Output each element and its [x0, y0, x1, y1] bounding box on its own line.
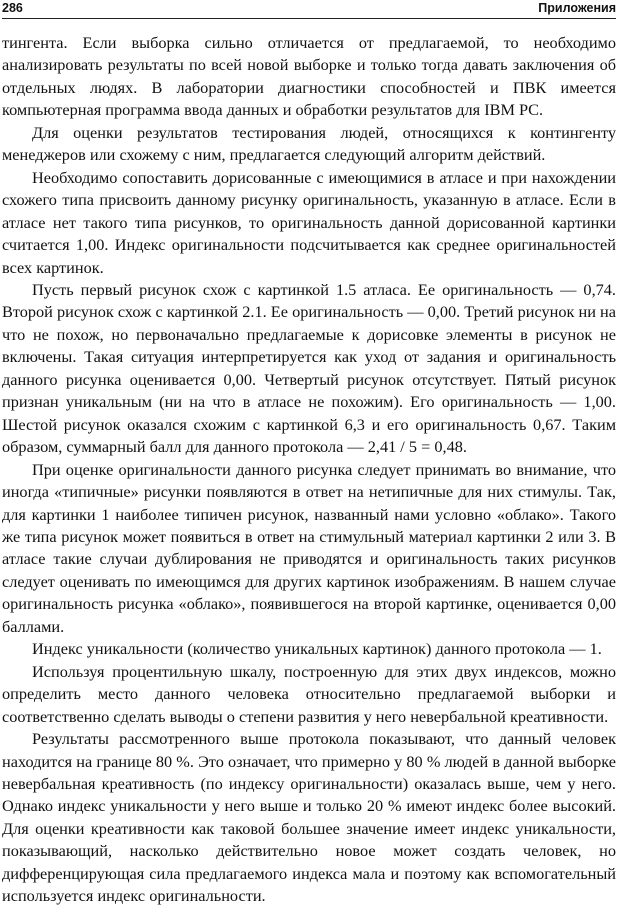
paragraph-results: Результаты рассмотренного выше протокола показывают, что данный человек находится на границе 80 %. Это означает, что примерно у 80 % людей в данной выборке невербальная креативность (по индексу оригинальности) оказалась выше, чем у него. Однако индекс уникальности у него выше и только 20 % имеют индекс более высокий. Для оценки креативности как таковой большее значение имеет индекс уникальности, показывающий, насколько действительно новое может создать человек, но дифференцирующая сила предлагаемого индекса мала и поэтому как вспомогательный используется индекс оригинальности.	[2, 729, 616, 906]
running-title: Приложения	[538, 1, 616, 15]
paragraph-assessment-algorithm: Для оценки результатов тестирования людей, относящихся к контингенту менеджеров или схожему с ним, предлагается следующий алгоритм действий.	[2, 122, 616, 165]
paragraph-example-protocol: Пусть первый рисунок схож с картинкой 1.5 атласа. Ее оригинальность — 0,74. Второй рисунок схож с картинкой 2.1. Ее оригинальность — 0,00. Третий рисунок ни на что не похож, но первоначально предлагаемые к дорисовке элементы в рисунок не включены. Такая ситуация интерпретируется как уход от задания и оригинальность данного рисунка оценивается 0,00. Четвертый рисунок отсутствует. Пятый рисунок признан уникальным (ни на что в атласе не похожим). Его оригинальность — 1,00. Шестой рисунок оказался схожим с картинкой 6,3 и его оригинальность 0,67. Таким образом, суммарный балл для данного протокола — 2,41 / 5 = 0,48.	[2, 279, 616, 457]
paragraph-percentile-scale: Используя процентильную шкалу, построенную для этих двух индексов, можно определить место данного человека относительно предлагаемой выборки и соответственно сделать выводы о степени развития у него невербальной креативности.	[2, 661, 616, 726]
paragraph-compare-atlas: Необходимо сопоставить дорисованные с имеющимися в атласе и при нахождении схожего типа присвоить данному рисунку оригинальность, указанную в атласе. Если в атласе нет такого типа рисунков, то оригинальность данной дорисованной картинки считается 1,00. Индекс оригинальности подсчитывается как среднее оригинальностей всех картинок.	[2, 167, 616, 277]
body-text	[2, 32, 616, 908]
page-number: 286	[2, 1, 23, 15]
paragraph-continuation: тингента. Если выборка сильно отличается от предлагаемой, то необходимо анализировать результаты по всей новой выборке и только тогда давать заключения об отдельных людях. В лаборатории диагностики способностей и ПВК имеется компьютерная программа ввода данных и обработки результатов для IBM PC.	[2, 33, 616, 120]
paragraph-typical-drawings: При оценке оригинальности данного рисунка следует принимать во внимание, что иногда «типичные» рисунки появляются в ответ на нетипичные для них стимулы. Так, для картинки 1 наиболее типичен рисунок, названный нами условно «облако». Такого же типа рисунок может появиться в ответ на стимульный материал картинки 2 или 3. В атласе такие случаи дублирования не приводятся и оригинальность таких рисунков следует оценивать по имеющимся для других картинок изображениям. В нашем случае оригинальность рисунка «облако», появившегося на второй картинке, оценивается 0,00 баллами.	[2, 459, 616, 636]
paragraph-uniqueness-index: Индекс уникальности (количество уникальных картинок) данного протокола — 1.	[32, 639, 602, 659]
page-header	[2, 0, 616, 19]
